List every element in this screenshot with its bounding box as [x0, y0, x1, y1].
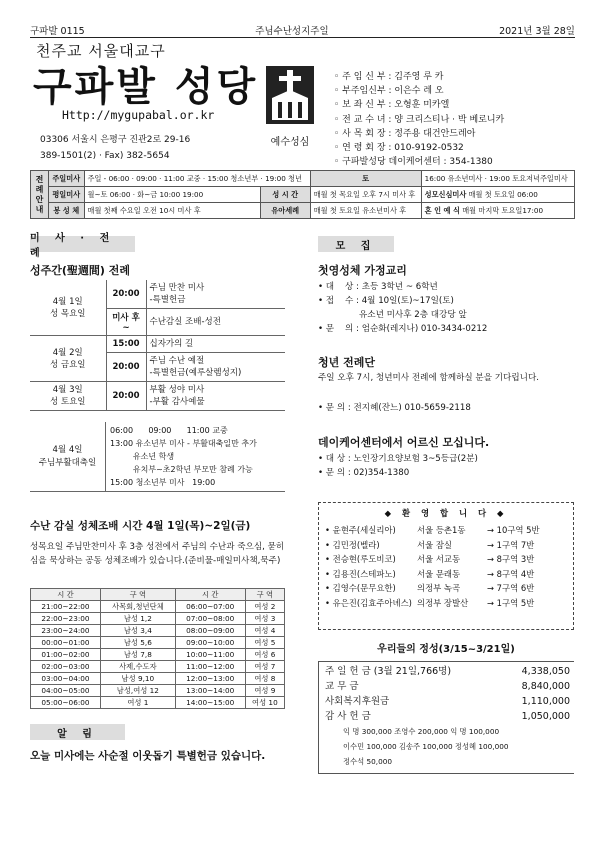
issue-number: 구파발 0115: [30, 25, 85, 37]
info-header: 봉 성 체: [49, 203, 85, 219]
info-header: 토: [310, 171, 421, 187]
recruit-header: 모 집: [318, 236, 394, 252]
holy-week-desc: 주님 수난 예절 -특별헌금(예루살렘성지): [146, 353, 285, 382]
vigil-cell: 08:00~09:00: [175, 625, 245, 637]
easter-line: 13:00 유소년부 미사 - 부활대축일만 추가: [110, 439, 257, 448]
vigil-cell: 02:00~03:00: [31, 661, 101, 673]
vigil-cell: 14:00~15:00: [175, 697, 245, 709]
info-header: 평일미사: [49, 187, 85, 203]
easter-line: 유치부~초2학년 부모만 참례 가능: [110, 465, 253, 474]
staff-line: ◦ 주 임 신 부 : 김주영 루 카: [334, 70, 504, 84]
vigil-head-row: [31, 589, 285, 601]
welcome-cell: → 7구역 6반: [487, 583, 535, 593]
holy-week-time: 20:00: [106, 280, 146, 309]
welcome-row: [325, 552, 567, 567]
youth-liturgy-contact: • 문 의 : 전지혜(잔느) 010-5659-2118: [318, 403, 471, 413]
sunday-name: 주님수난성지주일: [255, 25, 329, 37]
daycare-line: • 대 상 : 노인장기요양보험 3~5등급(2분): [318, 454, 478, 464]
offering-row: [325, 679, 570, 694]
vigil-cell: 여성 4: [245, 625, 284, 637]
vigil-cell: 11:00~12:00: [175, 661, 245, 673]
vigil-cell: 사제,수도자: [100, 661, 175, 673]
welcome-cell: 의정부 장발산: [417, 597, 469, 608]
welcome-box: [318, 502, 574, 630]
vigil-cell: 06:00~07:00: [175, 601, 245, 613]
parish-name: 구파발 성당: [33, 64, 259, 110]
vigil-head-cell: 시 간: [31, 589, 101, 601]
welcome-row: [325, 581, 567, 596]
holy-week-time: 15:00: [106, 336, 146, 353]
offering-amount: 8,840,000: [521, 681, 570, 692]
vigil-cell: 남성 9,10: [100, 673, 175, 685]
vigil-text: 성목요일 주님만찬미사 후 3층 성전에서 주님의 수난과 죽으심, 묻히심을 묵상하는 공동 성체조배가 있습니다.(준비물-매일미사책,묵주): [30, 542, 285, 566]
communion-line: • 문 의 : 엄순화(레지나) 010-3434-0212: [318, 324, 488, 334]
holy-week-title: 성주간(聖週間) 전례: [30, 264, 131, 277]
notice-text: 오늘 미사에는 사순절 이웃돕기 특별헌금 있습니다.: [30, 750, 266, 762]
welcome-cell: → 1구역 5반: [487, 597, 535, 608]
welcome-cell: 서울 등촌1동: [417, 525, 466, 535]
vigil-cell: 여성 8: [245, 673, 284, 685]
holy-week-time: 20:00: [106, 382, 146, 411]
holy-week-time: 미사 후~: [106, 309, 146, 336]
welcome-cell: → 8구역 3반: [487, 554, 535, 564]
vigil-row: [31, 649, 285, 661]
easter-times: [106, 422, 261, 491]
welcome-cell: → 10구역 5반: [487, 525, 540, 535]
holy-week-desc: 부활 성야 미사 -부활 감사예물: [146, 382, 285, 411]
vigil-row: [31, 685, 285, 697]
parish-phone: 389-1501(2) · Fax) 382-5654: [40, 151, 170, 161]
vigil-cell: 여성 2: [245, 601, 284, 613]
vigil-cell: 남성 5,6: [100, 637, 175, 649]
vigil-cell: 13:00~14:00: [175, 685, 245, 697]
vigil-row: [31, 625, 285, 637]
welcome-row: [325, 523, 567, 538]
offering-label: 감 사 헌 금: [325, 711, 371, 722]
first-communion-details: [318, 280, 487, 336]
vigil-cell: 23:00~24:00: [31, 625, 101, 637]
welcome-row: [325, 567, 567, 582]
welcome-title: ◆ 환 영 합 니 다 ◆: [384, 508, 508, 518]
info-cell-combo: 혼 인 예 식 매월 마지막 토요일17:00: [421, 203, 574, 219]
issue-date: 2021년 3월 28일: [499, 25, 575, 37]
vigil-head-cell: 구 역: [245, 589, 284, 601]
offering-label: 교 무 금: [325, 681, 359, 692]
vigil-cell: 21:00~22:00: [31, 601, 101, 613]
info-value: 주일 - 06:00 · 09:00 · 11:00 교중 · 15:00 청소년부 · 19:00 청년: [84, 171, 310, 187]
holy-week-day: 4월 3일 성 토요일: [30, 382, 106, 411]
vigil-cell: 여성 10: [245, 697, 284, 709]
staff-line: ◦ 전 교 수 녀 : 양 크리스티나 · 박 베로니카: [334, 113, 504, 127]
welcome-list: [325, 523, 567, 610]
vigil-cell: 05:00~06:00: [31, 697, 101, 709]
info-header: 유아세례: [260, 203, 310, 219]
offering-row: [325, 664, 570, 679]
holy-week-day: 4월 1일 성 목요일: [30, 280, 106, 336]
vigil-title: 수난 감실 성체조배 시간 4월 1일(목)~2일(금): [30, 520, 251, 532]
info-cell-combo: 성모신심미사 매월 첫 토요일 06:00: [421, 187, 574, 203]
easter-block: [30, 422, 285, 492]
offering-title: 우리들의 정성(3/15~3/21일): [377, 644, 515, 655]
welcome-cell: 서울 서교동: [417, 554, 461, 564]
staff-line: ◦ 보 좌 신 부 : 오형훈 미카엘: [334, 98, 504, 112]
vigil-cell: 10:00~11:00: [175, 649, 245, 661]
daycare-details: [318, 452, 478, 480]
vigil-cell: 00:00~01:00: [31, 637, 101, 649]
church-cross-icon: [258, 62, 322, 128]
welcome-cell: 의정부 녹곡: [417, 583, 461, 593]
holy-week-row: [30, 336, 285, 353]
offering-amount: 4,338,050: [521, 666, 570, 677]
first-communion-title: 첫영성체 가정교리: [318, 264, 407, 277]
vigil-row: [31, 637, 285, 649]
youth-liturgy-text: 주일 오후 7시, 청년미사 전례에 함께하실 분을 기다립니다.: [318, 373, 539, 383]
vigil-cell: 04:00~05:00: [31, 685, 101, 697]
vigil-cell: 남성 1,2: [100, 613, 175, 625]
vigil-cell: 09:00~10:00: [175, 637, 245, 649]
offering-label: 사회복지후원금: [325, 696, 390, 707]
holy-week-desc: 십자가의 길: [146, 336, 285, 353]
vigil-row: [31, 697, 285, 709]
vigil-cell: 여성 7: [245, 661, 284, 673]
parish-address-block: [40, 132, 190, 164]
offering-bracket: [318, 661, 574, 774]
sacred-heart-logo: [258, 62, 322, 148]
vigil-cell: 01:00~02:00: [31, 649, 101, 661]
staff-line: ◦ 연 령 회 장 : 010-9192-0532: [334, 141, 504, 155]
holy-week-time: 20:00: [106, 353, 146, 382]
welcome-cell: → 1구역 7반: [487, 539, 535, 550]
vigil-row: [31, 613, 285, 625]
offering-name-line: 이수민 100,000 김송주 100,000 정성혜 100,000: [343, 742, 509, 751]
holy-week-table: [30, 280, 285, 411]
vigil-cell: 여성 5: [245, 637, 284, 649]
vigil-cell: 여성 9: [245, 685, 284, 697]
communion-line: • 접 수 : 4월 10일(토)~17일(토): [318, 296, 454, 306]
offering-names: [325, 724, 570, 769]
vigil-schedule-table: [30, 588, 285, 709]
welcome-cell: • 윤현주(세실리아): [325, 525, 396, 535]
welcome-cell: → 8구역 4반: [487, 568, 535, 579]
vigil-cell: 12:00~13:00: [175, 673, 245, 685]
easter-line: 06:00 09:00 11:00 교중: [110, 426, 228, 435]
notice-header: 알 림: [30, 724, 125, 740]
welcome-cell: 서울 문래동: [417, 568, 461, 579]
easter-day: 4월 4일 주님부활대축일: [30, 422, 106, 491]
info-header: 성 시 간: [260, 187, 310, 203]
youth-liturgy-title: 청년 전례단: [318, 356, 375, 369]
daycare-line: • 문 의 : 02)354-1380: [318, 468, 410, 478]
info-header: 주일미사: [49, 171, 85, 187]
offering-name-line: 익 명 300,000 조영수 200,000 익 명 100,000: [343, 727, 500, 736]
welcome-cell: • 유은진(김효주아녜스): [325, 597, 412, 608]
logo-caption: 예수성심: [270, 137, 310, 148]
holy-week-row: [30, 280, 285, 309]
holy-week-row: [30, 382, 285, 411]
easter-line: 15:00 청소년부 미사 19:00: [110, 478, 216, 487]
vigil-cell: 남성 7,8: [100, 649, 175, 661]
info-value: 월~토 06:00 · 화~금 10:00 19:00: [84, 187, 260, 203]
vigil-cell: 03:00~04:00: [31, 673, 101, 685]
offering-amount: 1,110,000: [521, 696, 570, 707]
staff-line: ◦ 사 목 회 장 : 정주용 대건안드레아: [334, 127, 504, 141]
parish-url[interactable]: Http://mygupabal.or.kr: [62, 108, 215, 122]
welcome-row: [325, 538, 567, 553]
welcome-cell: 서울 잠실: [417, 539, 453, 550]
offering-list: [325, 664, 570, 724]
offering-row: [325, 709, 570, 724]
vigil-cell: 남성,여성 12: [100, 685, 175, 697]
vigil-head-cell: 구 역: [100, 589, 175, 601]
info-label: 전례안내: [31, 171, 49, 219]
vigil-cell: 여성 6: [245, 649, 284, 661]
info-value: 매월 첫 목요일 오후 7시 미사 후: [310, 187, 421, 203]
staff-list: [334, 70, 504, 169]
communion-line: 유소년 미사후 2층 대강당 앞: [318, 310, 467, 320]
vigil-row: [31, 661, 285, 673]
vigil-cell: 여성 3: [245, 613, 284, 625]
welcome-cell: • 김용진(스테파노): [325, 568, 396, 579]
vigil-head-cell: 시 간: [175, 589, 245, 601]
masthead-line: [30, 22, 575, 38]
vigil-cell: 여성 1: [100, 697, 175, 709]
liturgy-info-table: [30, 170, 575, 219]
vigil-cell: 07:00~08:00: [175, 613, 245, 625]
holy-week-desc: 주님 만찬 미사 -특별헌금: [146, 280, 285, 309]
mass-liturgy-header: 미 사 · 전 례: [30, 236, 135, 252]
offering-name-line: 정수석 50,000: [343, 757, 392, 766]
offering-amount: 1,050,000: [521, 711, 570, 722]
vigil-cell: 22:00~23:00: [31, 613, 101, 625]
easter-line: 유소년 학생: [110, 452, 175, 461]
staff-line: ◦ 부주임신부 : 이은수 레 오: [334, 84, 504, 98]
welcome-row: [325, 596, 567, 611]
diocese-name: 천주교 서울대교구: [36, 42, 166, 60]
vigil-cell: 사목회,청년단체: [100, 601, 175, 613]
vigil-row: [31, 601, 285, 613]
holy-week-day: 4월 2일 성 금요일: [30, 336, 106, 382]
holy-week-desc: 수난감실 조배-성전: [146, 309, 285, 336]
offering-row: [325, 694, 570, 709]
info-value: 매월 첫 토요일 유소년미사 후: [310, 203, 421, 219]
offering-block: [318, 640, 574, 774]
info-value: 매월 첫째 수요일 오전 10시 미사 후: [84, 203, 260, 219]
welcome-cell: • 김민정(벨라): [325, 539, 380, 550]
vigil-row: [31, 673, 285, 685]
welcome-cell: • 전승현(루도비코): [325, 554, 396, 564]
daycare-title: 데이케어센터에서 어르신 모십니다.: [318, 436, 490, 449]
parish-address: 03306 서울시 은평구 진관2로 29-16: [40, 135, 191, 145]
vigil-cell: 남성 3,4: [100, 625, 175, 637]
info-value: 16:00 유소년미사 · 19:00 토요저녁주일미사: [421, 171, 574, 187]
staff-line: ◦ 구파발성당 데이케어센터 : 354-1380: [334, 155, 504, 169]
communion-line: • 대 상 : 초등 3학년 ~ 6학년: [318, 282, 438, 292]
offering-label: 주 일 헌 금 (3월 21일,766명): [325, 666, 452, 677]
welcome-cell: • 김영수(문무요한): [325, 583, 396, 593]
